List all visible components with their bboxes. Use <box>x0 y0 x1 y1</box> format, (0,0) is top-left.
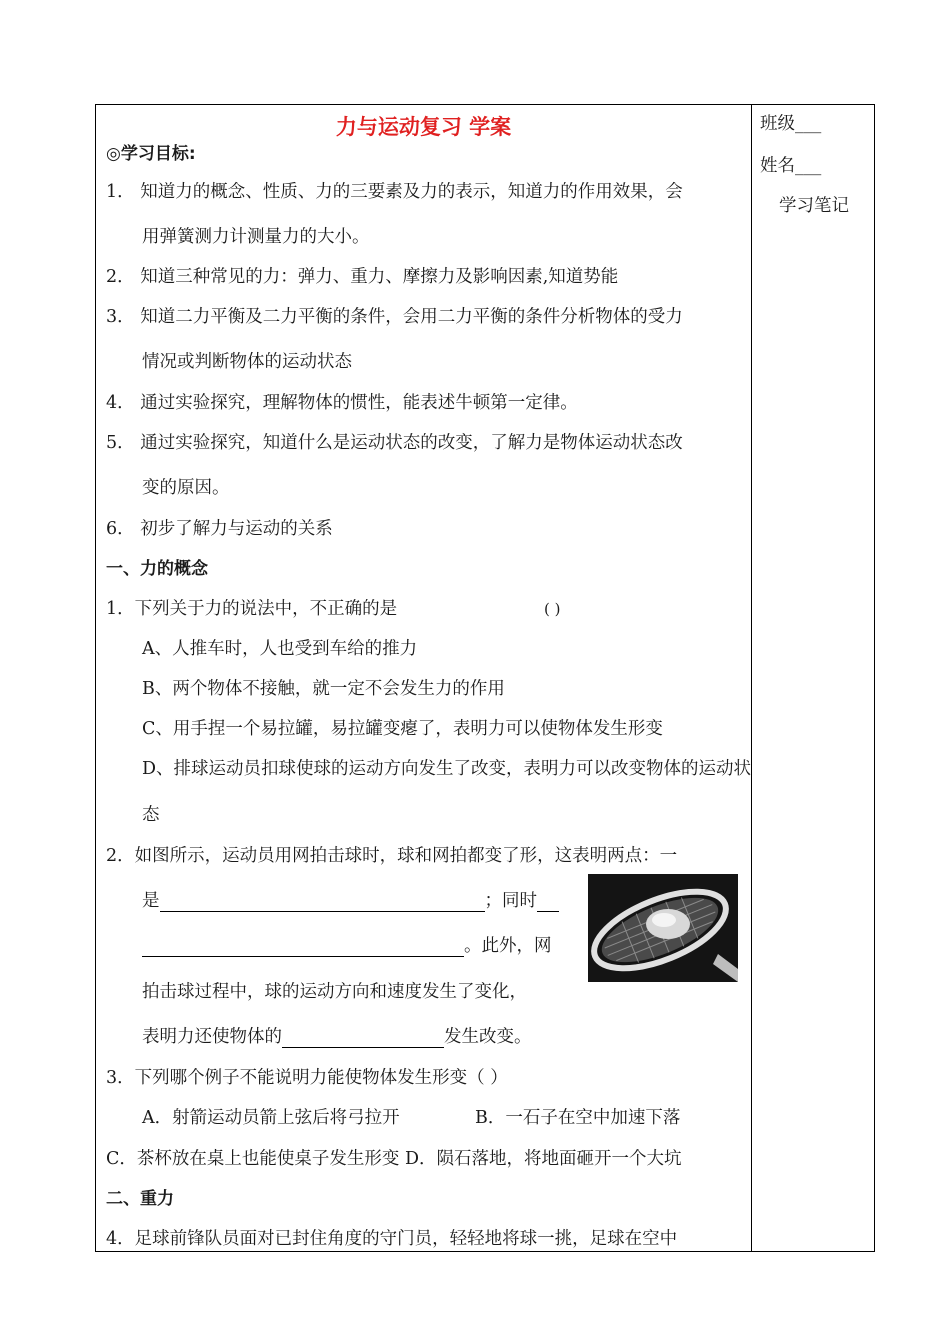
question-2-text: 。此外，网 <box>464 936 552 956</box>
question-2-text: 发生改变。 <box>444 1027 532 1047</box>
question-3-option-a: A．射箭运动员箭上弦后将弓拉开 <box>142 1108 400 1128</box>
question-3-option-b: B．一石子在空中加速下落 <box>475 1108 681 1128</box>
objective-line: 3． 知道二力平衡及二力平衡的条件，会用二力平衡的条件分析物体的受力 <box>106 307 683 327</box>
worksheet-table <box>95 104 875 1252</box>
objective-line: 1． 知道力的概念、性质、力的三要素及力的表示，知道力的作用效果，会 <box>106 182 683 202</box>
question-1-option-b: B、两个物体不接触，就一定不会发生力的作用 <box>142 679 505 699</box>
question-2-line <box>142 890 559 912</box>
question-3-option-cd: C．茶杯放在桌上也能使桌子发生形变 D．陨石落地，将地面砸开一个大坑 <box>106 1149 682 1169</box>
section-heading-gravity: 二、重力 <box>106 1189 174 1209</box>
question-1-answer-paren: ( ) <box>544 600 561 618</box>
question-2-text: 表明力还使物体的 <box>142 1027 282 1047</box>
objective-line: 5． 通过实验探究，知道什么是运动状态的改变，了解力是物体运动状态改 <box>106 433 683 453</box>
answer-blank[interactable] <box>282 1029 444 1048</box>
question-2-line: 拍击球过程中，球的运动方向和速度发生了变化， <box>142 982 527 1002</box>
objective-line: 变的原因。 <box>142 478 230 498</box>
question-1-option-d-cont: 态 <box>142 805 160 825</box>
question-2-line <box>142 935 552 957</box>
question-1-stem: 1．下列关于力的说法中，不正确的是 <box>106 599 398 619</box>
question-2-text: ；同时 <box>484 891 537 911</box>
answer-blank[interactable] <box>142 938 464 957</box>
study-notes-label: 学习笔记 <box>779 196 849 216</box>
page-title: 力与运动复习 学案 <box>335 115 512 139</box>
name-label: 姓名___ <box>760 156 822 176</box>
question-1-option-d: D、排球运动员扣球使球的运动方向发生了改变，表明力可以改变物体的运动状 <box>142 759 752 779</box>
objective-line: 6． 初步了解力与运动的关系 <box>106 519 333 539</box>
main-column <box>96 105 751 1251</box>
question-3-stem: 3．下列哪个例子不能说明力能使物体发生形变（ ） <box>106 1068 508 1088</box>
notes-column <box>752 105 874 1251</box>
racket-ball-illustration <box>588 874 738 982</box>
question-1-option-c: C、用手捏一个易拉罐，易拉罐变瘪了，表明力可以使物体发生形变 <box>142 719 663 739</box>
question-2-line: 2．如图所示，运动员用网拍击球时，球和网拍都变了形，这表明两点：一 <box>106 846 678 866</box>
objective-line: 情况或判断物体的运动状态 <box>142 352 352 372</box>
objective-line: 4． 通过实验探究，理解物体的惯性，能表述牛顿第一定律。 <box>106 393 578 413</box>
question-4-stem: 4．足球前锋队员面对已封住角度的守门员，轻轻地将球一挑，足球在空中 <box>106 1229 678 1249</box>
section-heading-force-concept: 一、力的概念 <box>106 559 208 579</box>
tennis-racket-photo <box>588 874 738 982</box>
question-1-option-a: A、人推车时，人也受到车给的推力 <box>142 639 418 659</box>
objective-line: 用弹簧测力计测量力的大小。 <box>142 227 370 247</box>
question-2-text: 是 <box>142 891 160 911</box>
objectives-heading: ◎学习目标: <box>106 144 196 164</box>
answer-blank[interactable] <box>160 893 485 912</box>
answer-blank[interactable] <box>537 893 559 912</box>
class-label: 班级___ <box>760 114 822 134</box>
objective-line: 2． 知道三种常见的力：弹力、重力、摩擦力及影响因素,知道势能 <box>106 267 619 287</box>
question-2-line <box>142 1026 532 1048</box>
